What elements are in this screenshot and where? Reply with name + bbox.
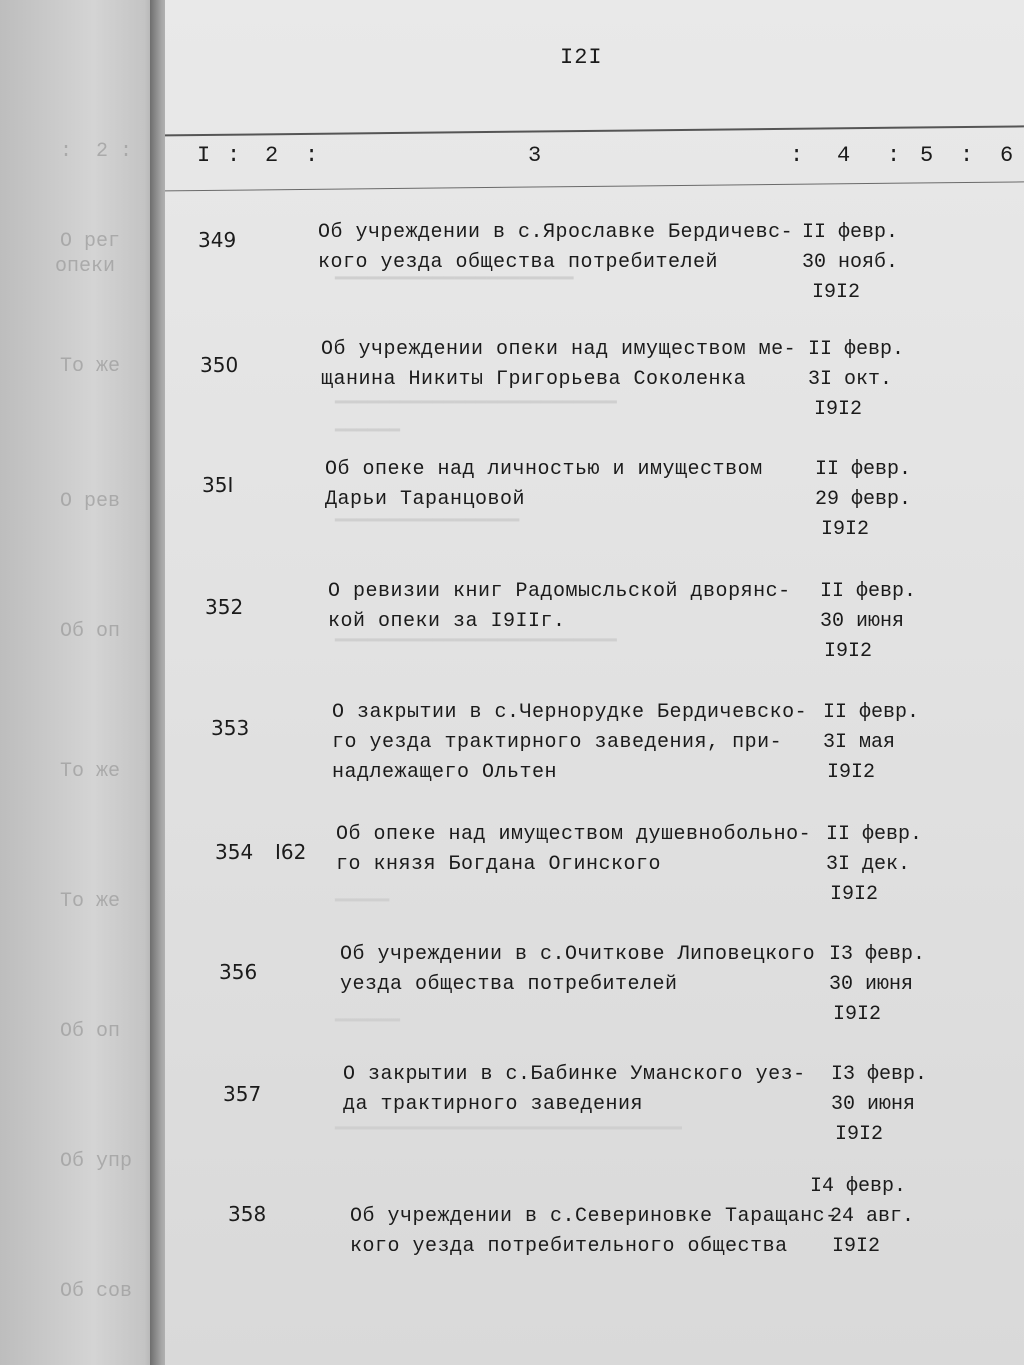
date-end: 24 авг. — [830, 1205, 915, 1228]
date-end: 30 июня — [820, 610, 905, 633]
entry-title — [332, 698, 807, 788]
header-rule-bottom — [165, 181, 1024, 191]
entry-title-line: Об учреждении в с.Очиткове Липовецкого — [340, 943, 816, 966]
entry-title-line: Дарьи Таранцовой — [325, 488, 526, 511]
header-separator: : — [960, 143, 974, 168]
right-page — [165, 0, 1024, 1365]
entry-number: 356 — [219, 960, 258, 984]
bleed-through-text: ━━━━━━━━━━━━━━━━━━━━━━━━━━━━━━━━ — [335, 1120, 682, 1140]
date-start: II февр. — [815, 458, 912, 481]
entry-title — [350, 1202, 838, 1262]
bleed-through-text: ━━━━━━━━━━━━━━━━━━━━━━━━━━ — [335, 394, 617, 414]
date-year: I9I2 — [832, 1235, 881, 1258]
table-header — [165, 135, 1024, 181]
page-number: I2I — [560, 45, 603, 70]
bleed-through-text: ━━━━━━ — [335, 1012, 401, 1032]
entry-title-line: Об учреждении опеки над имуществом ме- — [321, 338, 797, 361]
left-page-text-fragment: То же — [60, 890, 121, 913]
entry-dates — [829, 940, 925, 1030]
header-col-5: 5 — [920, 143, 934, 168]
table-row — [165, 455, 1024, 565]
entry-title-line: кого уезда потребительного общества — [350, 1235, 788, 1258]
entry-title-line: да трактирного заведения — [343, 1093, 644, 1116]
header-separator: : — [790, 143, 804, 168]
entry-dates — [826, 820, 922, 910]
entry-title-line: кой опеки за I9IIг. — [328, 610, 566, 633]
date-start: II февр. — [808, 338, 905, 361]
entry-dates — [802, 218, 898, 308]
entry-title-line: О закрытии в с.Чернорудке Бердичевско- — [332, 701, 808, 724]
header-separator: : — [305, 143, 319, 168]
entry-number: 354 — [215, 840, 254, 864]
entry-dates — [808, 335, 904, 425]
entry-number: 358 — [228, 1202, 267, 1226]
date-year: I9I2 — [833, 1003, 882, 1026]
entry-title-line: О закрытии в с.Бабинке Уманского уез- — [343, 1063, 806, 1086]
entry-dates — [810, 1172, 914, 1262]
date-start: II февр. — [820, 580, 917, 603]
date-end: 30 июня — [831, 1093, 916, 1116]
date-end: 30 июня — [829, 973, 914, 996]
bleed-through-text: ━━━━━ — [335, 892, 390, 912]
entry-title-line: го князя Богдана Огинского — [336, 853, 662, 876]
bleed-through-text: ━━━━━━━━━━━━━━━━━━━━━━━━━━ — [335, 632, 617, 652]
date-end: 30 нояб. — [802, 251, 899, 274]
entry-title-line: щанина Никиты Григорьева Соколенка — [321, 368, 747, 391]
entry-title — [328, 577, 791, 637]
table-row — [165, 940, 1024, 1050]
entry-title-line: надлежащего Ольтен — [332, 761, 558, 784]
entry-title-line: Об учреждении в с.Ярославке Бердичевс- — [318, 221, 794, 244]
table-row — [165, 820, 1024, 930]
entry-title — [336, 820, 811, 880]
header-col-6: 6 — [1000, 143, 1014, 168]
date-year: I9I2 — [824, 640, 873, 663]
entry-title-line: го уезда трактирного заведения, при- — [332, 731, 783, 754]
entry-title — [325, 455, 763, 515]
entry-number: 357 — [223, 1082, 262, 1106]
date-year: I9I2 — [835, 1123, 884, 1146]
table-row — [165, 335, 1024, 445]
entry-title — [343, 1060, 806, 1120]
entry-dates — [831, 1060, 927, 1150]
table-row — [165, 698, 1024, 808]
entry-title — [321, 335, 796, 395]
left-page-text-fragment: Об упр — [60, 1150, 133, 1173]
left-page — [0, 0, 170, 1365]
date-start: I3 февр. — [831, 1063, 928, 1086]
entry-number: 353 — [211, 716, 250, 740]
entry-dates — [815, 455, 911, 545]
left-page-text-fragment: О рев — [60, 490, 121, 513]
left-page-text-fragment: Об оп — [60, 620, 121, 643]
entry-number: 35I — [202, 473, 234, 497]
date-end: 3I дек. — [826, 853, 911, 876]
table-row — [165, 218, 1024, 328]
entry-number: 350 — [200, 353, 239, 377]
date-start: I3 февр. — [829, 943, 926, 966]
entry-title-line: О ревизии книг Радомысльской дворянс- — [328, 580, 791, 603]
left-page-text-fragment: Об оп — [60, 1020, 121, 1043]
entry-title-line: Об опеке над личностью и имуществом — [325, 458, 763, 481]
entry-number: 352 — [205, 595, 244, 619]
header-col-4: 4 — [837, 143, 851, 168]
bleed-through-text: ━━━━━━━━━━━━━━━━━━━━━━ — [335, 270, 574, 290]
date-start: II февр. — [823, 701, 920, 724]
entry-title — [318, 218, 793, 278]
date-year: I9I2 — [830, 883, 879, 906]
table-row — [165, 577, 1024, 687]
date-start: I4 февр. — [810, 1175, 907, 1198]
entry-title-line: Об учреждении в с.Севериновке Таращанс- — [350, 1205, 838, 1228]
date-start: II февр. — [802, 221, 899, 244]
header-separator: : — [227, 143, 241, 168]
header-col-1: I — [197, 143, 211, 168]
left-page-text-fragment: То же — [60, 760, 121, 783]
date-year: I9I2 — [814, 398, 863, 421]
entry-dates — [823, 698, 919, 788]
entry-title-line: Об опеке над имуществом душевнобольно- — [336, 823, 812, 846]
entry-dates — [820, 577, 916, 667]
header-col-3: 3 — [528, 143, 542, 168]
left-page-text-fragment: То же — [60, 355, 121, 378]
date-end: 29 февр. — [815, 488, 912, 511]
entry-title-line: кого уезда общества потребителей — [318, 251, 719, 274]
entry-page-ref: I62 — [275, 840, 307, 864]
entry-title — [340, 940, 815, 1000]
date-year: I9I2 — [827, 761, 876, 784]
date-end: 3I окт. — [808, 368, 893, 391]
bleed-through-text: ━━━━━━ — [335, 422, 401, 442]
left-page-text-fragment: О рег — [60, 230, 121, 253]
table-row — [165, 1172, 1024, 1282]
date-year: I9I2 — [821, 518, 870, 541]
left-page-text-fragment: опеки — [55, 255, 116, 278]
header-col-2: 2 — [265, 143, 279, 168]
entry-title-line: уезда общества потребителей — [340, 973, 678, 996]
date-year: I9I2 — [812, 281, 861, 304]
entry-number: 349 — [198, 228, 237, 252]
table-row — [165, 1060, 1024, 1170]
date-end: 3I мая — [823, 731, 896, 754]
date-start: II февр. — [826, 823, 923, 846]
header-separator: : — [887, 143, 901, 168]
left-page-header-fragment: : 2 : — [60, 140, 133, 163]
bleed-through-text: ━━━━━━━━━━━━━━━━━ — [335, 512, 520, 532]
left-page-text-fragment: Об сов — [60, 1280, 133, 1303]
